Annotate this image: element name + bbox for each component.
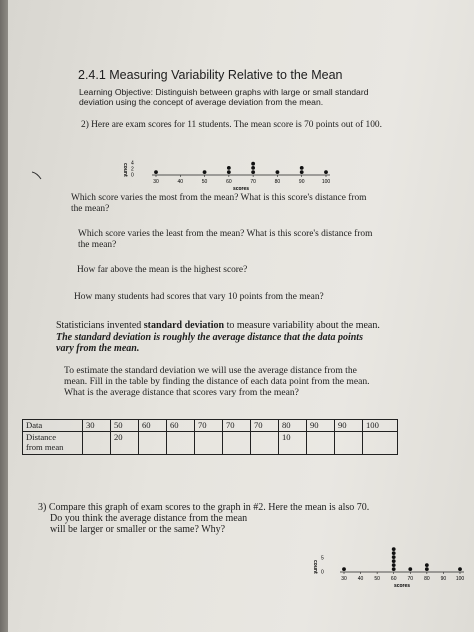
data-dot [392, 547, 396, 551]
table-row-distance [23, 432, 398, 455]
data-cell[interactable]: 90 [307, 420, 335, 432]
data-dot [425, 567, 429, 571]
x-tick-label: 40 [177, 179, 184, 185]
page-title: 2.4.1 Measuring Variability Relative to the Mean [78, 68, 343, 82]
data-dot [276, 170, 280, 174]
distance-cell[interactable] [223, 432, 251, 455]
instruction-line: To estimate the standard deviation we will use the average distance from the [64, 365, 357, 376]
data-dot [203, 170, 207, 174]
prompt-1 [71, 193, 366, 215]
instruction-line: What is the average distance that scores vary from the mean? [64, 386, 299, 398]
data-dot [227, 170, 231, 174]
prompt-4: How many students had scores that vary 10 points from the mean? [74, 292, 324, 302]
question-2: 2) Here are exam scores for 11 students. The mean score is 70 points out of 100. [81, 120, 382, 130]
data-dot [392, 559, 396, 563]
distance-cell[interactable] [307, 432, 335, 455]
prompt-3: How far above the mean is the highest score? [77, 265, 248, 275]
x-tick-label: 80 [274, 179, 281, 185]
x-tick-label: 100 [321, 179, 331, 185]
data-cell[interactable]: 50 [111, 420, 139, 432]
y-tick-label: 4 [131, 160, 134, 167]
y-axis-label: count [312, 560, 318, 574]
learning-objective [79, 87, 368, 107]
definition-line: The standard deviation is roughly the average distance that the data points [56, 331, 363, 343]
x-tick-label: 40 [357, 576, 364, 582]
distance-cell[interactable] [83, 432, 111, 455]
distance-cell[interactable] [251, 432, 279, 455]
y-tick-label: 0 [321, 569, 324, 576]
dot-plot-2 [310, 528, 470, 598]
distance-cell[interactable] [363, 432, 398, 455]
distance-cell[interactable] [139, 432, 167, 455]
data-cell[interactable]: 60 [167, 420, 195, 432]
data-cell[interactable]: 70 [223, 420, 251, 432]
x-tick-label: 80 [424, 576, 430, 582]
question-line: Do you think the average distance from the mean [50, 513, 248, 525]
worksheet-page [8, 0, 474, 632]
data-cell[interactable]: 30 [83, 420, 111, 432]
data-dot [392, 563, 396, 567]
data-cell[interactable]: 80 [279, 420, 307, 432]
data-dot [300, 170, 304, 174]
data-dot [392, 555, 396, 559]
distance-cell[interactable] [335, 432, 363, 455]
data-dot [227, 166, 231, 170]
data-dot [458, 567, 462, 571]
y-tick-label: 2 [131, 166, 134, 173]
data-dot [154, 170, 158, 174]
distance-cell[interactable] [167, 432, 195, 455]
table-row-data [23, 420, 398, 432]
y-tick-label: 5 [321, 555, 324, 562]
distance-cell[interactable] [195, 432, 223, 455]
estimate-instructions [64, 366, 370, 398]
data-dot [392, 551, 396, 555]
term-standard-deviation: standard deviation [143, 320, 225, 331]
objective-line: Learning Objective: Distinguish between graphs with large or small standard [79, 87, 369, 97]
data-cell[interactable]: 70 [195, 420, 223, 432]
distance-table [22, 419, 398, 455]
x-tick-label: 60 [226, 179, 232, 185]
x-tick-label: 100 [455, 576, 465, 582]
instruction-line: mean. Fill in the table by finding the distance of each data point from the mean. [64, 375, 370, 387]
row-label-distance: Distance from mean [23, 432, 83, 455]
row-label-data: Data [23, 420, 83, 432]
data-cell[interactable]: 100 [363, 420, 398, 432]
x-tick-label: 70 [407, 576, 414, 582]
data-cell[interactable]: 90 [335, 420, 363, 432]
page-shadow [0, 0, 8, 632]
definition-line: Statisticians invented standard deviation to measure variability about the mean. [56, 320, 380, 331]
question-line: will be larger or smaller or the same? Why? [50, 524, 226, 536]
data-dot [251, 170, 255, 174]
prompt-line: Which score varies the most from the mean? What is this score's distance from [71, 193, 367, 203]
data-dot [425, 563, 429, 567]
data-dot [300, 166, 304, 170]
x-axis-label: scores [393, 583, 411, 589]
data-dot [408, 567, 412, 571]
x-axis-label: scores [232, 186, 250, 191]
data-dot [251, 166, 255, 170]
objective-line: deviation using the concept of average deviation from the mean. [79, 97, 324, 107]
x-tick-label: 50 [374, 576, 380, 582]
standard-deviation-definition [56, 320, 380, 355]
definition-line: vary from the mean. [56, 343, 140, 355]
x-tick-label: 90 [440, 576, 447, 582]
data-dot [251, 162, 255, 166]
x-tick-label: 70 [250, 179, 256, 185]
y-tick-label: 0 [131, 172, 134, 179]
prompt-line: Which score varies the least from the mean? What is this score's distance from [78, 229, 373, 239]
x-tick-label: 50 [201, 179, 208, 185]
data-dot [324, 170, 328, 174]
question-line: 3) Compare this graph of exam scores to the graph in #2. Here the mean is also 70. [38, 502, 370, 513]
margin-mark-icon [31, 170, 45, 180]
x-tick-label: 60 [390, 576, 397, 582]
data-dot [392, 567, 396, 571]
data-cell[interactable]: 70 [251, 420, 279, 432]
distance-cell[interactable]: 20 [111, 432, 139, 455]
dot-plot-1 [114, 143, 344, 191]
data-cell[interactable]: 60 [139, 420, 167, 432]
x-tick-label: 30 [341, 576, 347, 582]
y-axis-label: count [122, 163, 128, 177]
x-tick-label: 30 [153, 179, 159, 185]
prompt-line: the mean? [78, 240, 117, 250]
prompt-line: the mean? [71, 204, 110, 214]
distance-cell[interactable]: 10 [279, 432, 307, 455]
prompt-2 [78, 229, 372, 251]
x-tick-label: 90 [298, 179, 305, 185]
data-dot [342, 567, 346, 571]
